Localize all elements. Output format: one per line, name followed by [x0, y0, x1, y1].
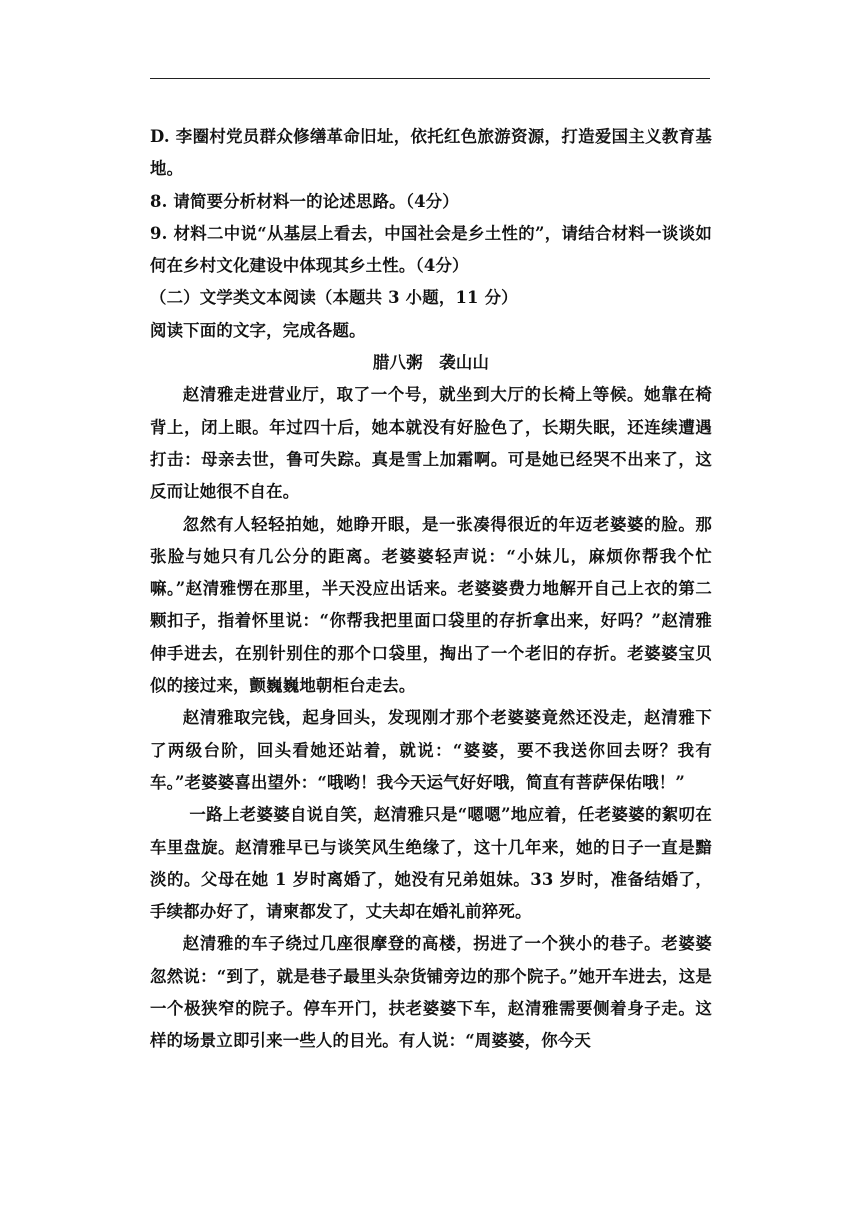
- question-9: 9. 材料二中说“从基层上看去，中国社会是乡土性的”，请结合材料一谈谈如何在乡村文化建设中体现其乡土性。（4分）: [150, 223, 712, 276]
- question-option-d: D. 李圈村党员群众修缮革命旧址，依托红色旅游资源，打造爱国主义教育基地。: [150, 127, 712, 179]
- story-paragraph: 忽然有人轻轻拍她，她睁开眼，是一张凑得很近的年迈老婆婆的脸。那张脸与她只有几公分的距离。老婆婆轻声说：“小妹儿，麻烦你帮我个忙嘛。”赵清雅愣在那里，半天没应出话来。老婆婆费力地解开自己上衣的第二颗扣子，指着怀里说：“你帮我把里面口袋里的存折拿出来，好吗？”赵清雅伸手进去，在别针别住的那个口袋里，掏出了一个老旧的存折。老婆婆宝贝似的接过来，颤巍巍地朝柜台走去。: [150, 514, 712, 696]
- header-rule: [150, 78, 710, 79]
- document-body: [150, 121, 712, 1058]
- story-paragraph: 一路上老婆婆自说自笑，赵清雅只是“嗯嗯”地应着，任老婆婆的絮叨在车里盘旋。赵清雅早已与谈笑风生绝缘了，这十几年来，她的日子一直是黯淡的。父母在她 1 岁时离婚了，她没有兄弟姐妹。33 岁时，准备结婚了，手续都办好了，请柬都发了，丈夫却在婚礼前猝死。: [150, 805, 712, 922]
- story-paragraph: 赵清雅走进营业厅，取了一个号，就坐到大厅的长椅上等候。她靠在椅背上，闭上眼。年过四十后，她本就没有好脸色了，长期失眠，还连续遭遇打击：母亲去世，鲁可失踪。真是雪上加霜啊。可是她已经哭不出来了，这反而让她很不自在。: [150, 385, 712, 502]
- section-instruction: 阅读下面的文字，完成各题。: [150, 320, 366, 340]
- story-paragraph: 赵清雅取完钱，起身回头，发现刚才那个老婆婆竟然还没走，赵清雅下了两级台阶，回头看她还站着，就说：“婆婆，要不我送你回去呀？我有车。”老婆婆喜出望外：“哦哟！我今天运气好好哦，简直有菩萨保佑哦！”: [150, 708, 712, 792]
- story-title: 腊八粥 袭山山: [372, 353, 490, 373]
- section-heading: （二）文学类文本阅读（本题共 3 小题，11 分）: [150, 288, 518, 308]
- story-paragraph: 赵清雅的车子绕过几座很摩登的高楼，拐进了一个狭小的巷子。老婆婆忽然说：“到了，就是巷子最里头杂货铺旁边的那个院子。”她开车进去，这是一个极狭窄的院子。停车开门，扶老婆婆下车，赵清雅需要侧着身子走。这样的场景立即引来一些人的目光。有人说：“周婆婆，你今天: [150, 934, 712, 1051]
- question-8: 8. 请简要分析材料一的论述思路。（4分）: [150, 191, 459, 211]
